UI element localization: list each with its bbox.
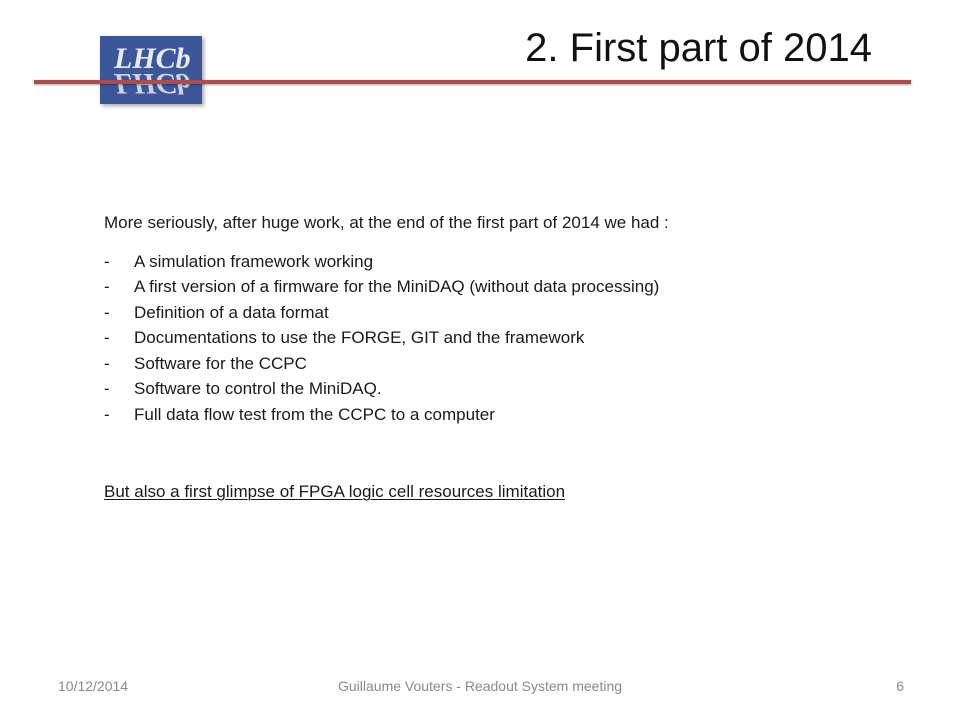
accomplishment-list (104, 249, 864, 428)
slide-body (104, 210, 864, 505)
list-item (104, 300, 864, 326)
list-item (104, 325, 864, 351)
list-item-text: Definition of a data format (134, 302, 329, 322)
title-divider (34, 80, 911, 84)
list-item (104, 402, 864, 428)
logo-text: LHCb (114, 42, 191, 75)
highlight-text: But also a first glimpse of FPGA logic cell resources limitation (104, 482, 566, 501)
list-bullet: - (104, 328, 110, 347)
list-item (104, 376, 864, 402)
list-item-text: Software for the CCPC (134, 353, 307, 373)
slide-title: 2. First part of 2014 (525, 26, 872, 70)
list-item-text: A first version of a firmware for the MiniDAQ (without data processing) (134, 277, 660, 296)
list-item (104, 274, 864, 300)
list-item-text: Software to control the MiniDAQ. (134, 379, 382, 398)
list-bullet: - (104, 251, 110, 271)
lhcb-logo-icon (100, 36, 202, 104)
list-bullet: - (104, 302, 110, 322)
list-item-text: Documentations to use the FORGE, GIT and the framework (134, 328, 585, 347)
footer-date: 10/12/2014 (58, 678, 129, 694)
list-bullet: - (104, 353, 110, 373)
footer-presenter: Guillaume Vouters - Readout System meeting (337, 678, 623, 694)
list-item-text: A simulation framework working (134, 251, 374, 271)
list-bullet: - (104, 404, 110, 424)
list-bullet: - (104, 277, 110, 296)
page-number: 6 (896, 678, 904, 694)
list-bullet: - (104, 379, 110, 398)
list-item (104, 249, 864, 275)
list-item (104, 351, 864, 377)
intro-text: More seriously, after huge work, at the end of the first part of 2014 we had : (104, 213, 669, 232)
list-item-text: Full data flow test from the CCPC to a computer (134, 404, 495, 424)
